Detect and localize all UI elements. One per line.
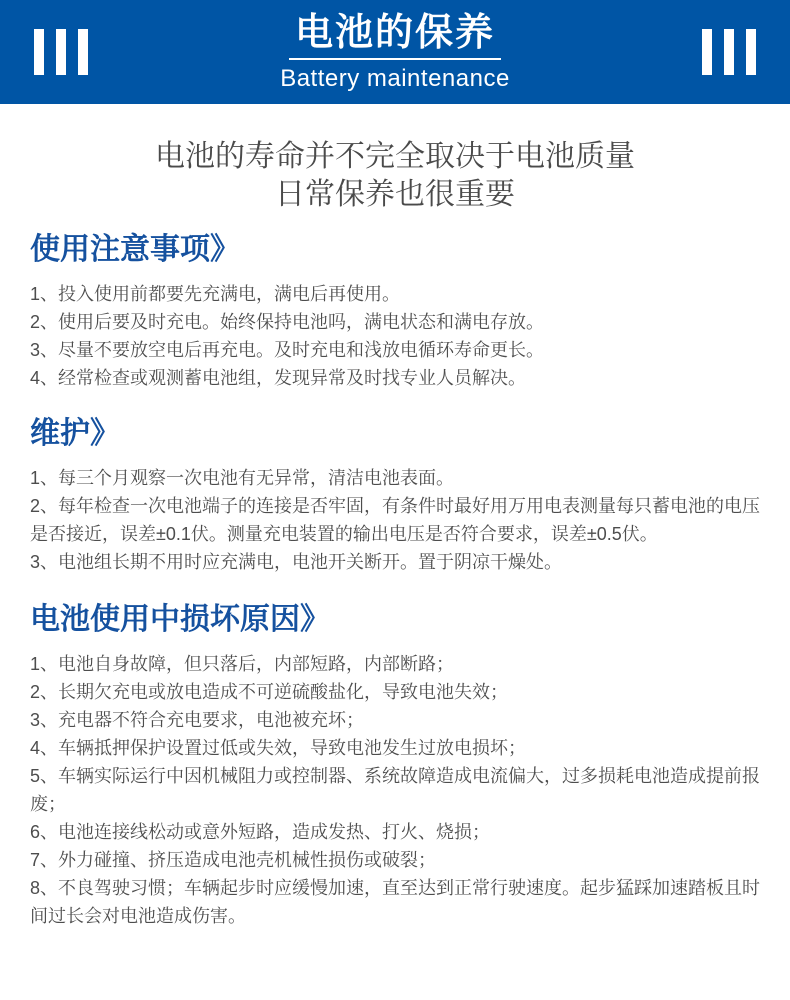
intro-text bbox=[30, 138, 760, 214]
usage-precautions-list bbox=[30, 280, 760, 392]
list-item: 3、电池组长期不用时应充满电，电池开关断开。置于阴凉干燥处。 bbox=[30, 552, 563, 572]
list-item: 2、使用后要及时充电。始终保持电池吗，满电状态和满电存放。 bbox=[30, 312, 545, 332]
list-item: 3、充电器不符合充电要求，电池被充坏； bbox=[30, 710, 365, 730]
bar bbox=[78, 29, 88, 75]
section-heading-damage-causes: 电池使用中损坏原因》 bbox=[30, 603, 330, 636]
intro-line-2: 日常保养也很重要 bbox=[275, 178, 515, 211]
triple-bars-right-icon bbox=[702, 29, 756, 75]
bar bbox=[746, 29, 756, 75]
page-subtitle-en: Battery maintenance bbox=[280, 64, 510, 92]
list-item: 3、尽量不要放空电后再充电。及时充电和浅放电循环寿命更长。 bbox=[30, 340, 545, 360]
list-item: 4、经常检查或观测蓄电池组，发现异常及时找专业人员解决。 bbox=[30, 368, 527, 388]
damage-causes-list bbox=[30, 650, 760, 930]
list-item: 2、每年检查一次电池端子的连接是否牢固，有条件时最好用万用电表测量每只蓄电池的电压是否接近，误差±0.1伏。测量充电装置的输出电压是否符合要求，误差±0.5伏。 bbox=[30, 496, 761, 544]
list-item: 1、投入使用前都要先充满电，满电后再使用。 bbox=[30, 284, 401, 304]
intro-line-1: 电池的寿命并不完全取决于电池质量 bbox=[155, 140, 635, 173]
page-title: 电池的保养 bbox=[289, 14, 501, 60]
bar bbox=[56, 29, 66, 75]
list-item: 6、电池连接线松动或意外短路，造成发热、打火、烧损； bbox=[30, 822, 491, 842]
list-item: 2、长期欠充电或放电造成不可逆硫酸盐化，导致电池失效； bbox=[30, 682, 509, 702]
list-item: 1、电池自身故障，但只落后，内部短路，内部断路； bbox=[30, 654, 455, 674]
section-heading-usage-precautions: 使用注意事项》 bbox=[30, 233, 240, 266]
list-item: 4、车辆抵押保护设置过低或失效，导致电池发生过放电损坏； bbox=[30, 738, 527, 758]
section-heading-maintenance: 维护》 bbox=[30, 417, 120, 450]
bar bbox=[724, 29, 734, 75]
list-item: 8、不良驾驶习惯；车辆起步时应缓慢加速，直至达到正常行驶速度。起步猛踩加速踏板且时间过长会对电池造成伤害。 bbox=[30, 878, 761, 926]
header-banner bbox=[0, 0, 790, 104]
triple-bars-left-icon bbox=[34, 29, 88, 75]
list-item: 5、车辆实际运行中因机械阻力或控制器、系统故障造成电流偏大，过多损耗电池造成提前报废； bbox=[30, 766, 761, 814]
banner-title-group bbox=[88, 11, 702, 92]
list-item: 1、每三个月观察一次电池有无异常，清洁电池表面。 bbox=[30, 468, 455, 488]
bar bbox=[34, 29, 44, 75]
content-area bbox=[0, 138, 790, 930]
list-item: 7、外力碰撞、挤压造成电池壳机械性损伤或破裂； bbox=[30, 850, 437, 870]
maintenance-list bbox=[30, 464, 760, 576]
bar bbox=[702, 29, 712, 75]
